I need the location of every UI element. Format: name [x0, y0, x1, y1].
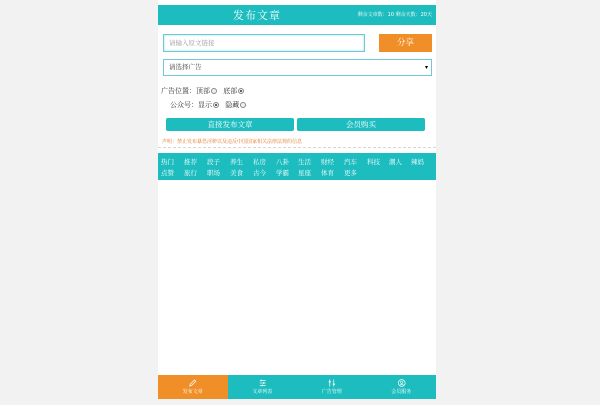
page-title: 发布文章 [233, 9, 281, 22]
ad-position-option-top: 顶部 [196, 87, 210, 95]
category-item[interactable]: 星座 [298, 169, 311, 177]
category-item[interactable]: 学霸 [276, 169, 289, 177]
bottom-strip [0, 399, 600, 405]
tab-label: 广告管理 [321, 389, 342, 395]
ad-position-top-radio[interactable] [211, 88, 217, 94]
category-item[interactable]: 古今 [253, 169, 266, 177]
list-icon [228, 378, 298, 388]
official-account-show-radio[interactable] [213, 102, 219, 108]
publish-article-button[interactable]: 直接发布文章 [166, 118, 294, 131]
category-item[interactable]: 热门 [161, 158, 174, 166]
official-account-row [170, 100, 247, 110]
tab-label: 文章列表 [252, 389, 273, 395]
official-account-hide-radio[interactable] [240, 102, 246, 108]
category-item[interactable]: 八卦 [276, 158, 289, 166]
category-item[interactable]: 汽车 [344, 158, 357, 166]
pencil-icon [158, 378, 228, 388]
category-item[interactable]: 养生 [230, 158, 243, 166]
ad-position-bottom-radio[interactable] [238, 88, 244, 94]
header-bar [158, 5, 436, 25]
category-item[interactable]: 私房 [253, 158, 266, 166]
category-item[interactable]: 美食 [230, 169, 243, 177]
tab-article-list[interactable] [228, 375, 298, 399]
category-item[interactable]: 段子 [207, 158, 220, 166]
user-icon [367, 378, 437, 388]
official-account-label: 公众号： [170, 101, 198, 109]
category-item[interactable]: 生活 [298, 158, 311, 166]
category-item[interactable]: 旅行 [184, 169, 197, 177]
ad-position-label: 广告位置： [161, 87, 196, 95]
chevron-down-icon: ▾ [424, 64, 428, 71]
bottom-nav [158, 375, 436, 399]
ad-select[interactable] [163, 59, 432, 76]
ad-position-option-bottom: 底部 [223, 87, 238, 95]
category-item[interactable]: 财经 [321, 158, 334, 166]
mobile-page [158, 0, 436, 405]
article-url-input[interactable]: 请输入原文链接 [163, 34, 365, 52]
category-item[interactable]: 更多 [344, 169, 357, 177]
official-account-option-hide: 隐藏 [225, 101, 240, 109]
tab-ad-management[interactable] [297, 375, 367, 399]
tab-label: 会员服务 [391, 389, 412, 395]
tab-member-service[interactable] [367, 375, 437, 399]
ad-position-row [161, 86, 245, 96]
category-item[interactable]: 点赞 [161, 169, 174, 177]
tab-label: 发布文章 [182, 389, 203, 395]
category-item[interactable]: 科技 [367, 158, 380, 166]
remaining-counts: 剩余文章数：10 剩余天数：20天 [357, 12, 432, 18]
category-item[interactable]: 职场 [207, 169, 220, 177]
settings-icon [297, 378, 367, 388]
share-button[interactable]: 分享 [379, 34, 432, 52]
official-account-option-show: 显示 [198, 101, 212, 109]
category-item[interactable]: 潮人 [389, 158, 402, 166]
category-item[interactable]: 辣妈 [411, 158, 424, 166]
category-panel [158, 153, 436, 180]
notice-text: 声明：禁止发布暴恐淫秽以及违反中国国家相关法律法规的信息 [162, 139, 303, 145]
tab-publish-article[interactable] [158, 375, 228, 399]
divider [158, 147, 436, 148]
ad-select-value: 请选择广告 [169, 63, 202, 71]
category-item[interactable]: 体育 [321, 169, 334, 177]
category-item[interactable]: 推荐 [184, 158, 197, 166]
member-purchase-button[interactable]: 会员购买 [297, 118, 425, 131]
